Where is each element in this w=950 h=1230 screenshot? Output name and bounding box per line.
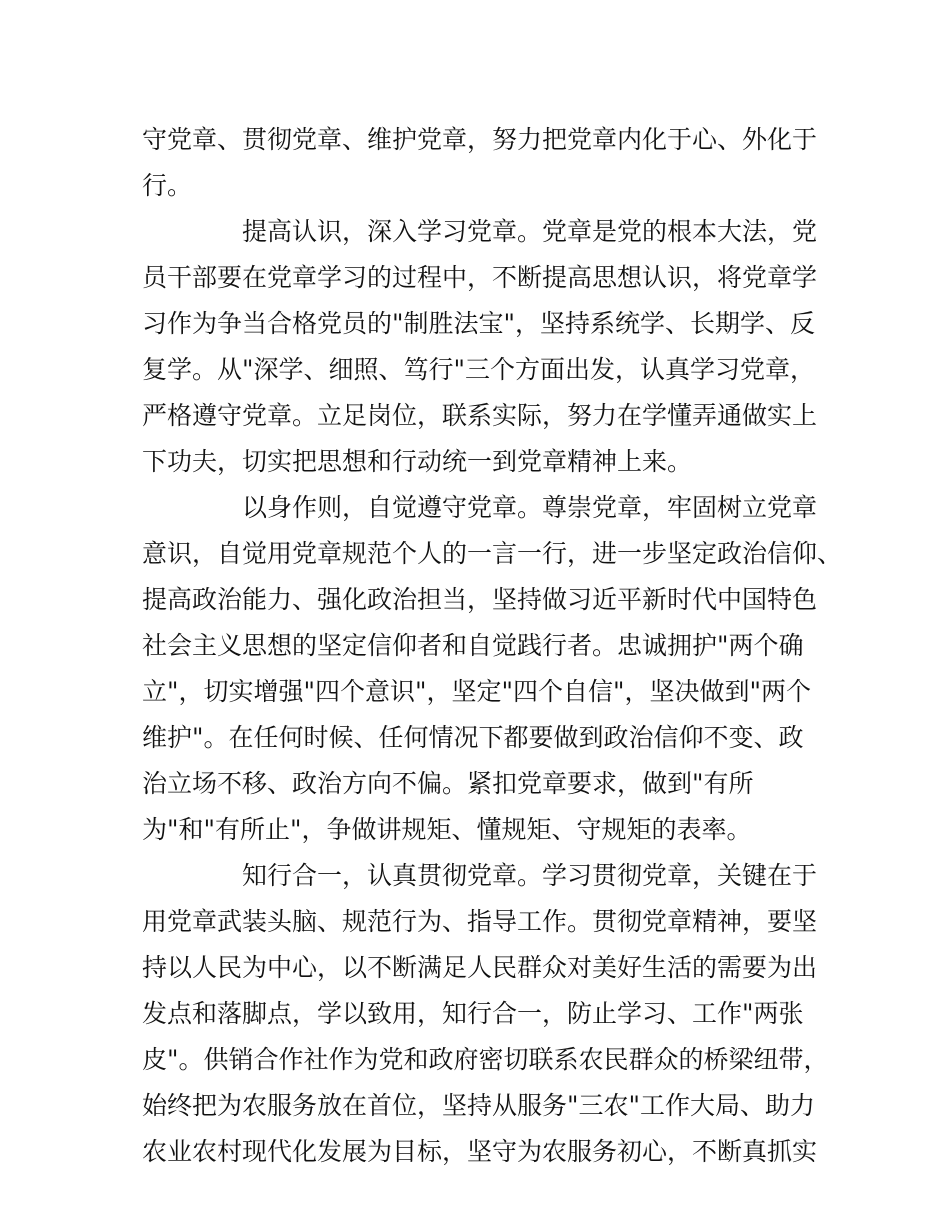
paragraph-first-line: 知行合一，认真贯彻党章。学习贯彻党章，关键在于: [242, 861, 818, 890]
paragraph-first-line: 提高认识，深入学习党章。党章是党的根本大法，党: [242, 217, 818, 246]
text-line: 社会主义思想的坚定信仰者和自觉践行者。忠诚拥护"两个确: [142, 631, 804, 660]
paragraph-first-line: 以身作则，自觉遵守党章。尊崇党章，牢固树立党章: [242, 493, 818, 522]
text-line: 立"，切实增强"四个意识"，坚定"四个自信"，坚决做到"两个: [142, 677, 811, 706]
text-line: 用党章武装头脑、规范行为、指导工作。贯彻党章精神，要坚: [142, 907, 818, 936]
text-line: 严格遵守党章。立足岗位，联系实际，努力在学懂弄通做实上: [142, 401, 818, 430]
text-line: 治立场不移、政治方向不偏。紧扣党章要求，做到"有所: [142, 769, 754, 798]
text-line: 习作为争当合格党员的"制胜法宝"，坚持系统学、长期学、反: [142, 309, 816, 338]
text-line: 员干部要在党章学习的过程中，不断提高思想认识，将党章学: [142, 263, 818, 292]
text-line: 复学。从"深学、细照、笃行"三个方面出发，认真学习党章，: [142, 355, 816, 384]
text-line: 维护"。在任何时候、任何情况下都要做到政治信仰不变、政: [142, 723, 804, 752]
text-line: 行。: [142, 171, 193, 200]
document-body: [142, 117, 843, 1175]
text-line: 守党章、贯彻党章、维护党章，努力把党章内化于心、外化于: [142, 125, 818, 154]
text-line: 农业农村现代化发展为目标，坚守为农服务初心，不断真抓实: [142, 1137, 818, 1166]
text-line: 发点和落脚点，学以致用，知行合一，防止学习、工作"两张: [142, 999, 804, 1028]
text-line: 意识，自觉用党章规范个人的一言一行，进一步坚定政治信仰、: [142, 539, 843, 568]
text-line: 始终把为农服务放在首位，坚持从服务"三农"工作大局、助力: [142, 1091, 816, 1120]
text-line: 提高政治能力、强化政治担当，坚持做习近平新时代中国特色: [142, 585, 818, 614]
text-line: 持以人民为中心，以不断满足人民群众对美好生活的需要为出: [142, 953, 818, 982]
text-line: 皮"。供销合作社作为党和政府密切联系农民群众的桥梁纽带，: [142, 1045, 829, 1074]
text-line: 为"和"有所止"，争做讲规矩、懂规矩、守规矩的表率。: [142, 815, 752, 844]
text-line: 下功夫，切实把思想和行动统一到党章精神上来。: [142, 447, 693, 476]
